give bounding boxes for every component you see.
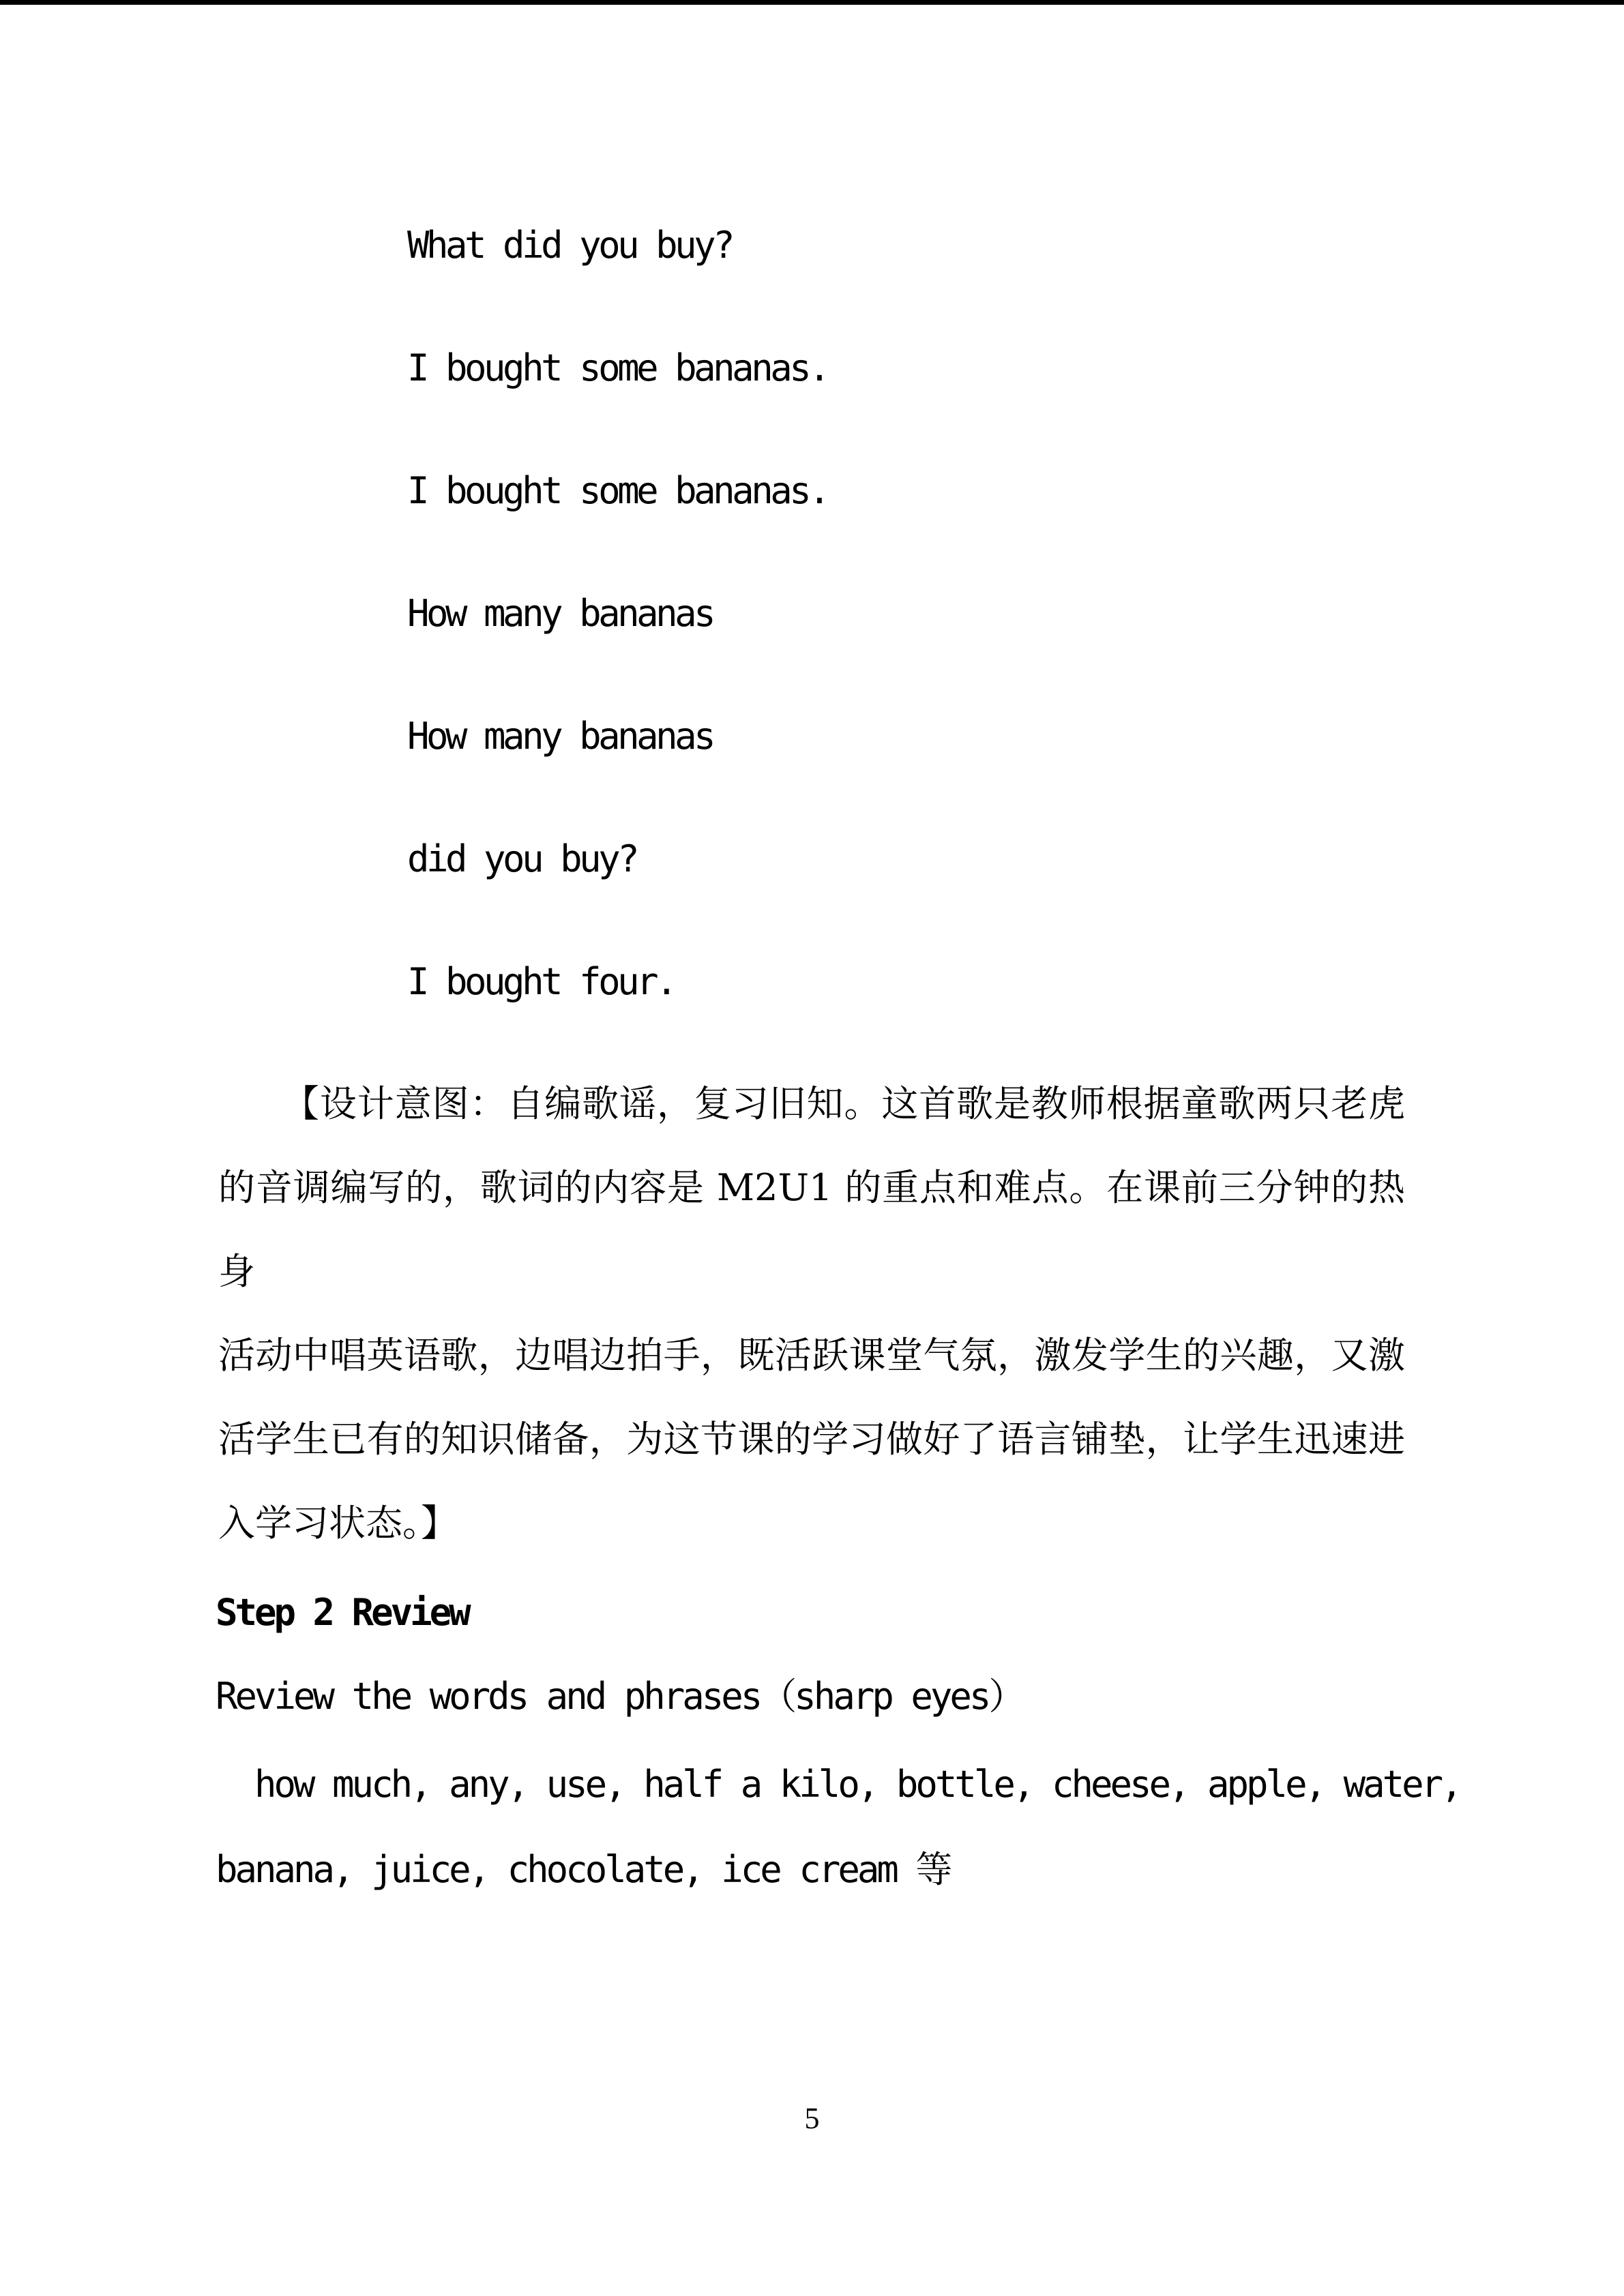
page-number: 5 [804, 2102, 820, 2135]
song-stanza [407, 184, 827, 1043]
design-note-line: 入学习状态。】 [218, 1502, 458, 1545]
review-instruction: Review the words and phrases（sharp eyes） [216, 1675, 1023, 1718]
design-note-line: 活学生已有的知识储备，为这节课的学习做好了语言铺垫，让学生迅速进 [218, 1418, 1405, 1461]
song-line: How many bananas [407, 715, 713, 758]
step-heading: Step 2 Review [216, 1591, 469, 1634]
design-intent-paragraph [218, 1062, 1405, 1565]
design-note-line: 活动中唱英语歌，边唱边拍手，既活跃课堂气氛，激发学生的兴趣，又激 [218, 1334, 1405, 1377]
word-list-line: banana, juice, chocolate, ice cream 等 [216, 1848, 950, 1891]
song-line: What did you buy? [407, 224, 733, 267]
design-note-line: 的音调编写的，歌词的内容是 M2U1 的重点和难点。在课前三分钟的热身 [218, 1166, 1405, 1293]
song-line: I bought four. [407, 960, 675, 1003]
song-line: I bought some bananas. [407, 346, 828, 389]
song-line: did you buy? [407, 837, 637, 880]
design-note-line: 【设计意图：自编歌谣，复习旧知。这首歌是教师根据童歌两只老虎 [282, 1082, 1405, 1125]
song-line: How many bananas [407, 592, 713, 635]
word-list-line: how much, any, use, half a kilo, bottle, cheese, apple, water, [254, 1763, 1460, 1806]
page-top-edge [0, 0, 1624, 5]
song-line: I bought some bananas. [407, 469, 828, 512]
